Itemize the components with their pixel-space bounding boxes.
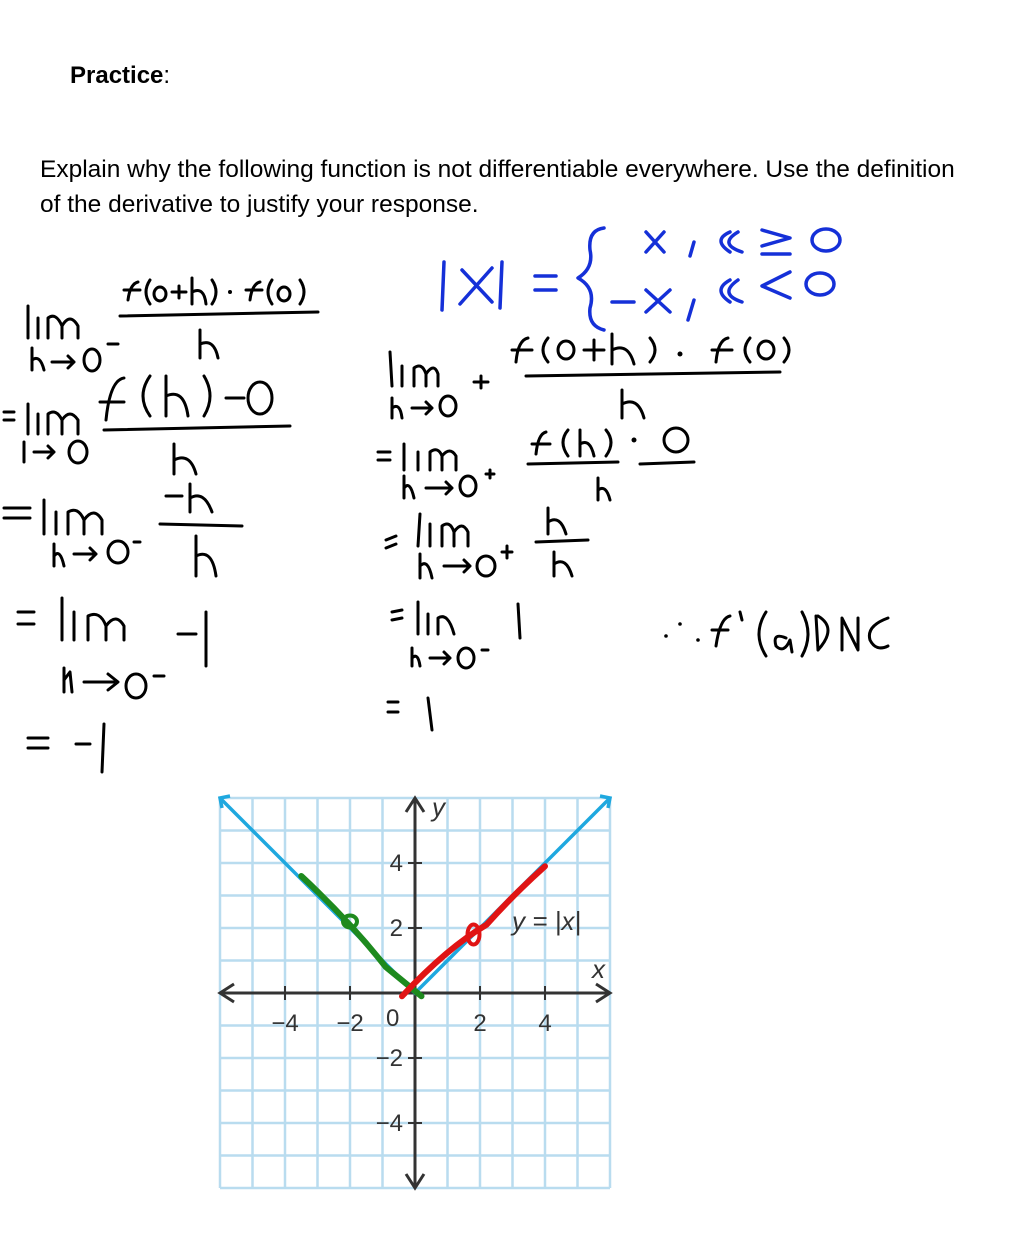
left-side-highlight [301, 876, 421, 996]
x-tick-label: −2 [336, 1010, 364, 1037]
x-tick-label: 4 [538, 1010, 552, 1037]
x-axis-label: x [592, 954, 605, 984]
y-tick-label: 4 [389, 850, 403, 877]
function-label: y = |x| [512, 906, 582, 936]
graph-highlights [301, 866, 545, 996]
y-tick-label: −4 [375, 1110, 403, 1137]
y-tick-label: −2 [375, 1045, 403, 1072]
x-tick-label: 2 [473, 1010, 487, 1037]
origin-label: 0 [386, 1005, 400, 1032]
y-axis-label: y [432, 792, 445, 822]
problem-instructions: Explain why the following function is not differentiable everywhere. Use the definition of the derivative to justify your response. [40, 156, 955, 218]
practice-heading-colon: : [163, 62, 171, 89]
y-tick-label: 2 [389, 915, 403, 942]
practice-heading-bold: Practice [70, 62, 164, 89]
x-tick-label: −4 [271, 1010, 299, 1037]
